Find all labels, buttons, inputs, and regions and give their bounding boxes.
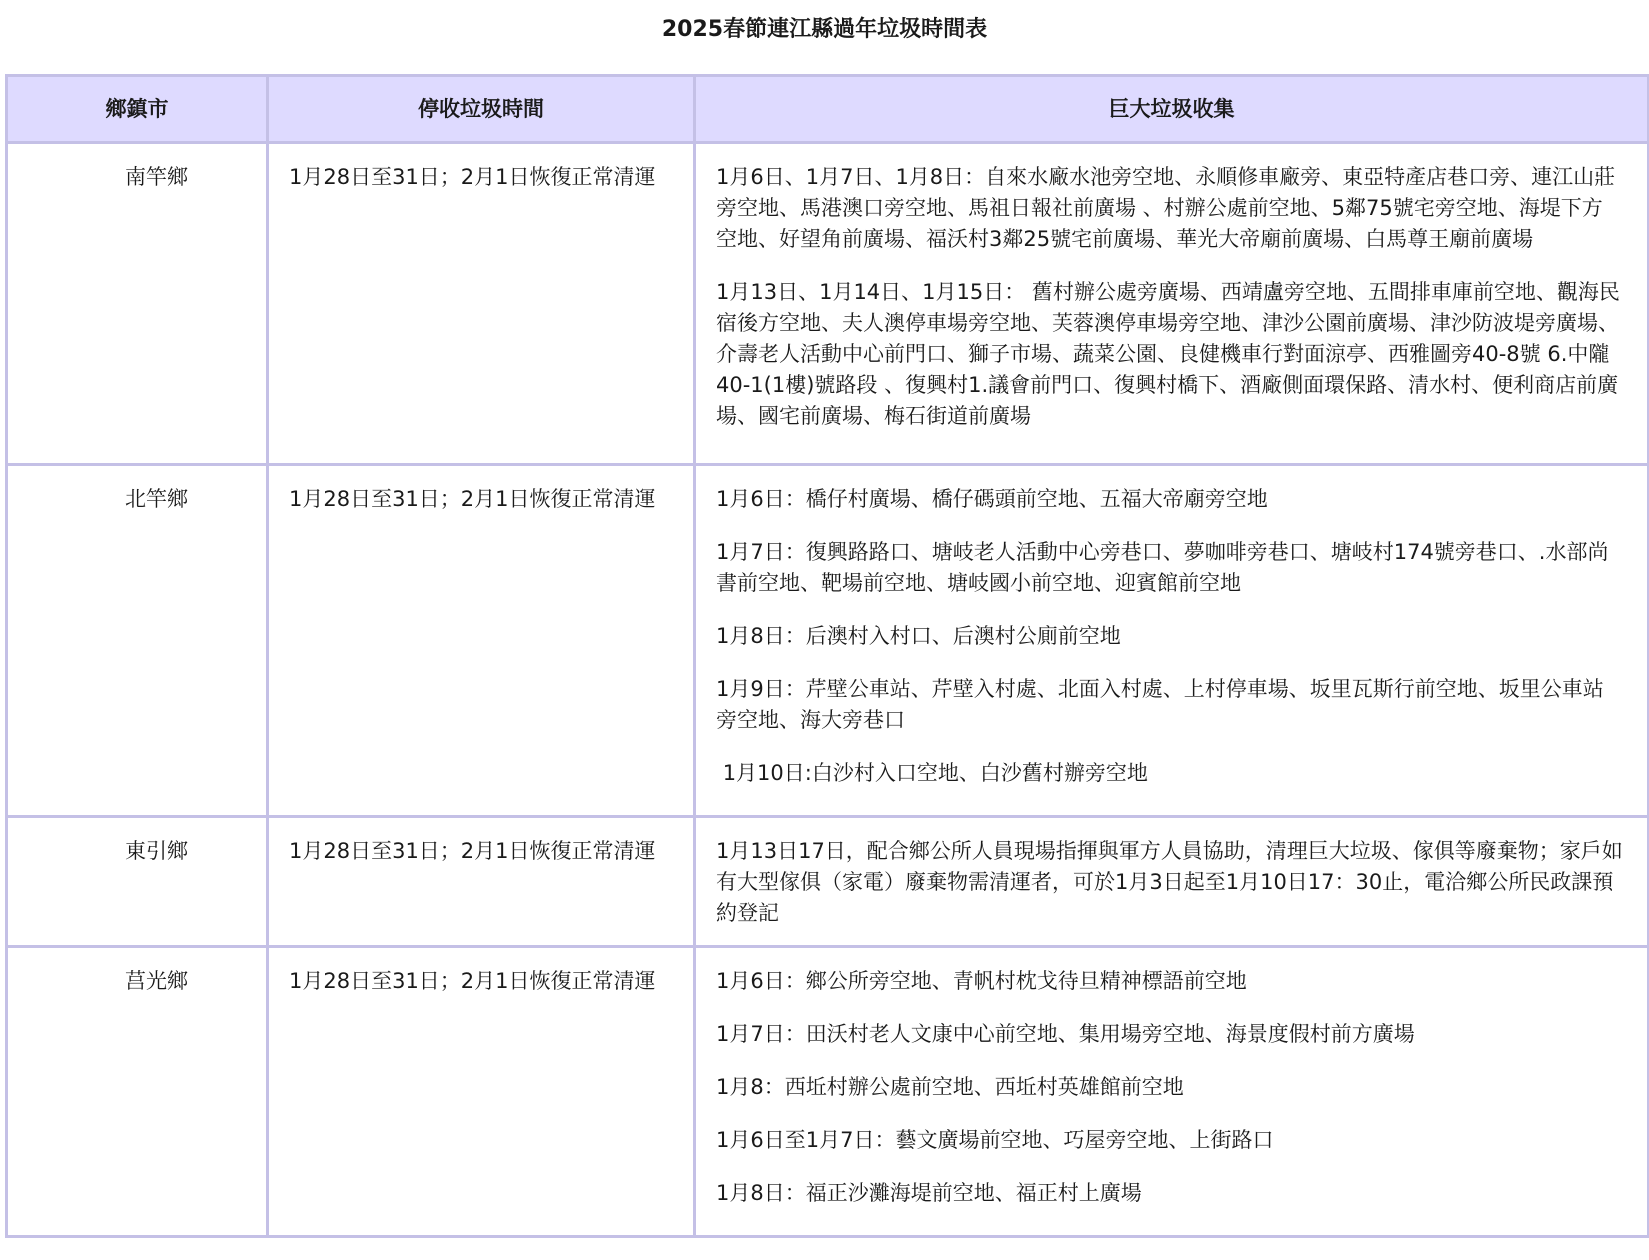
town-name: 東引鄉: [125, 839, 188, 863]
bulky-collection-cell: [695, 143, 1649, 465]
collection-entry: 1月8日：福正沙灘海堤前空地、福正村上廣場: [716, 1181, 1142, 1205]
column-header-town: 鄉鎮市: [7, 76, 268, 143]
town-cell: [7, 817, 268, 947]
town-name: 北竿鄉: [125, 487, 188, 511]
table-row: [7, 143, 1649, 465]
town-cell: [7, 465, 268, 817]
stop-time-cell: 1月28日至31日；2月1日恢復正常清運: [268, 143, 695, 465]
collection-entry: 1月7日：田沃村老人文康中心前空地、集用場旁空地、海景度假村前方廣場: [716, 1022, 1415, 1046]
page-title: 2025春節連江縣過年垃圾時間表: [661, 17, 988, 42]
collection-entry: 1月6日：鄉公所旁空地、青帆村枕戈待旦精神標語前空地: [716, 969, 1247, 993]
collection-entry: 1月10日:白沙村入口空地、白沙舊村辦旁空地: [716, 761, 1148, 785]
town-name: 莒光鄉: [125, 969, 188, 993]
stop-time-cell: 1月28日至31日；2月1日恢復正常清運: [268, 817, 695, 947]
table-row: [7, 817, 1649, 947]
stop-time-cell: 1月28日至31日；2月1日恢復正常清運: [268, 947, 695, 1237]
collection-entry: 1月8日：后澳村入村口、后澳村公廁前空地: [716, 624, 1121, 648]
table-header-row: [7, 76, 1649, 143]
table-row: [7, 465, 1649, 817]
collection-entry: 1月6日：橋仔村廣場、橋仔碼頭前空地、五福大帝廟旁空地: [716, 487, 1268, 511]
collection-entry: 1月13日、1月14日、1月15日： 舊村辦公處旁廣場、西靖盧旁空地、五間排車庫前空地、觀海民宿後方空地、夫人澳停車場旁空地、芙蓉澳停車場旁空地、津沙公園前廣場、津沙防波堤旁廣場、介壽老人活動中心前門口、獅子市場、蔬菜公園、良健機車行對面涼亭、西雅圖旁40-8號 6.中隴40-1(1樓)號路段 、復興村1.議會前門口、復興村橋下、酒廠側面環保路、清水村、便利商店前廣場、國宅前廣場、梅石街道前廣場: [716, 280, 1620, 428]
table-row: [7, 947, 1649, 1237]
bulky-collection-cell: [695, 465, 1649, 817]
collection-entry: 1月6日至1月7日：藝文廣場前空地、巧屋旁空地、上街路口: [716, 1128, 1274, 1152]
town-name: 南竿鄉: [125, 165, 188, 189]
bulky-collection-cell: [695, 947, 1649, 1237]
schedule-table: [5, 74, 1649, 1238]
column-header-stop-time: 停收垃圾時間: [268, 76, 695, 143]
collection-entry: 1月9日：芹壁公車站、芹壁入村處、北面入村處、上村停車場、坂里瓦斯行前空地、坂里公車站旁空地、海大旁巷口: [716, 677, 1604, 732]
collection-entry: 1月7日：復興路路口、塘岐老人活動中心旁巷口、夢咖啡旁巷口、塘岐村174號旁巷口、.水部尚書前空地、靶場前空地、塘岐國小前空地、迎賓館前空地: [716, 540, 1609, 595]
collection-entry: 1月6日、1月7日、1月8日：自來水廠水池旁空地、永順修車廠旁、東亞特產店巷口旁、連江山莊旁空地、馬港澳口旁空地、馬祖日報社前廣場 、村辦公處前空地、5鄰75號宅旁空地、海堤下方空地、好望角前廣場、福沃村3鄰25號宅前廣場、華光大帝廟前廣場、白馬尊王廟前廣場: [716, 165, 1616, 251]
bulky-collection-cell: [695, 817, 1649, 947]
collection-entry: 1月13日17日，配合鄉公所人員現場指揮與軍方人員協助，清理巨大垃圾、傢俱等廢棄物；家戶如有大型傢俱（家電）廢棄物需清運者，可於1月3日起至1月10日17：30止，電洽鄉公所民政課預約登記: [716, 839, 1623, 925]
town-cell: [7, 143, 268, 465]
collection-entry: 1月8：西坵村辦公處前空地、西坵村英雄館前空地: [716, 1075, 1184, 1099]
column-header-bulky-collection: 巨大垃圾收集: [695, 76, 1649, 143]
stop-time-cell: 1月28日至31日；2月1日恢復正常清運: [268, 465, 695, 817]
town-cell: [7, 947, 268, 1237]
